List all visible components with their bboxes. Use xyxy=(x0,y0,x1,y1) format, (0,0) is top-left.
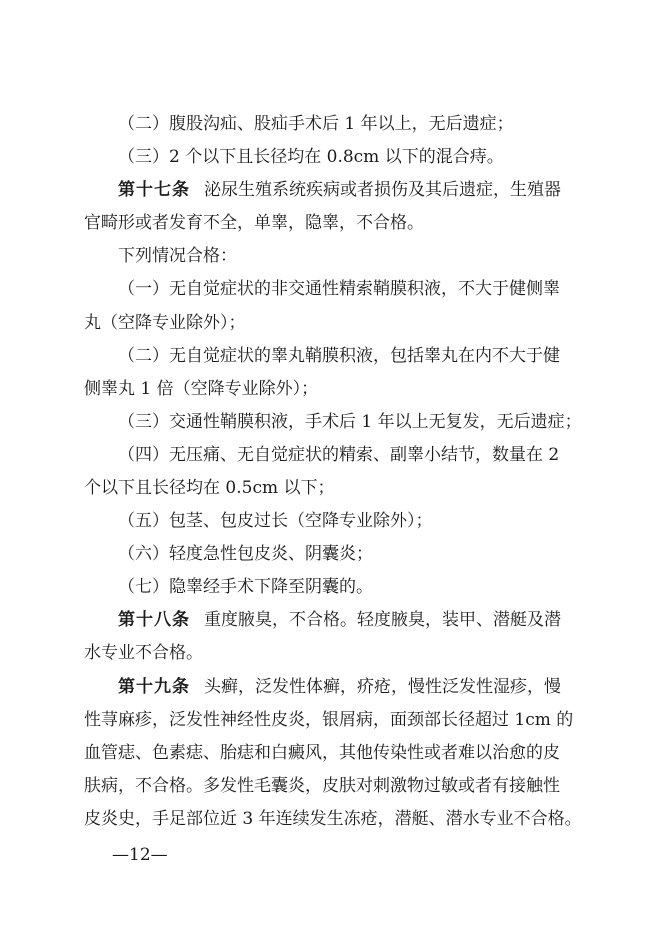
text-line: 丸（空降专业除外）； xyxy=(84,313,246,333)
article-number: 第十九条 xyxy=(118,677,190,697)
article-number: 第十八条 xyxy=(118,610,190,630)
text-line: （四）无压痛、无自觉症状的精索、副睾小结节，数量在 2 xyxy=(118,445,560,465)
text-line: （二）腹股沟疝、股疝手术后 1 年以上，无后遗症； xyxy=(118,114,514,134)
text-line: （六）轻度急性包皮炎、阴囊炎； xyxy=(118,544,373,564)
text-line: （二）无自觉症状的睾丸鞘膜积液，包括睾丸在内不大于健 xyxy=(118,346,560,366)
text-line: （七）隐睾经手术下降至阴囊的。 xyxy=(118,577,373,597)
article-17-heading-line: 第十七条 泌尿生殖系统疾病或者损伤及其后遗症，生殖器 xyxy=(118,180,561,200)
text-line: （三）交通性鞘膜积液，手术后 1 年以上无复发，无后遗症； xyxy=(118,412,582,432)
text-line: 下列情况合格： xyxy=(118,246,237,266)
text-line: 皮炎史，手足部位近 3 年连续发生冻疮，潜艇、潜水专业不合格。 xyxy=(84,809,582,829)
article-number: 第十七条 xyxy=(118,180,190,200)
text-line: 血管痣、色素痣、胎痣和白癜风，其他传染性或者难以治愈的皮 xyxy=(84,743,560,763)
page-number: —12— xyxy=(112,845,168,865)
text-line: 肤病，不合格。多发性毛囊炎，皮肤对刺激物过敏或者有接触性 xyxy=(84,776,560,796)
article-18-heading-line: 第十八条 重度腋臭，不合格。轻度腋臭，装甲、潜艇及潜 xyxy=(118,610,561,630)
text-line: （五）包茎、包皮过长（空降专业除外）； xyxy=(118,511,433,531)
text-line: 官畸形或者发育不全，单睾，隐睾，不合格。 xyxy=(84,213,424,233)
text-line: （一）无自觉症状的非交通性精索鞘膜积液，不大于健侧睾 xyxy=(118,279,560,299)
article-19-heading-line: 第十九条 头癣，泛发性体癣，疥疮，慢性泛发性湿疹，慢 xyxy=(118,677,561,697)
text-line: （三）2 个以下且长径均在 0.8cm 以下的混合痔。 xyxy=(118,147,504,167)
text-line: 个以下且长径均在 0.5cm 以下； xyxy=(84,478,335,498)
text-line: 性荨麻疹，泛发性神经性皮炎，银屑病，面颈部长径超过 1cm 的 xyxy=(84,710,574,730)
text-line: 水专业不合格。 xyxy=(84,643,203,663)
text-line: 侧睾丸 1 倍（空降专业除外）； xyxy=(84,379,319,399)
